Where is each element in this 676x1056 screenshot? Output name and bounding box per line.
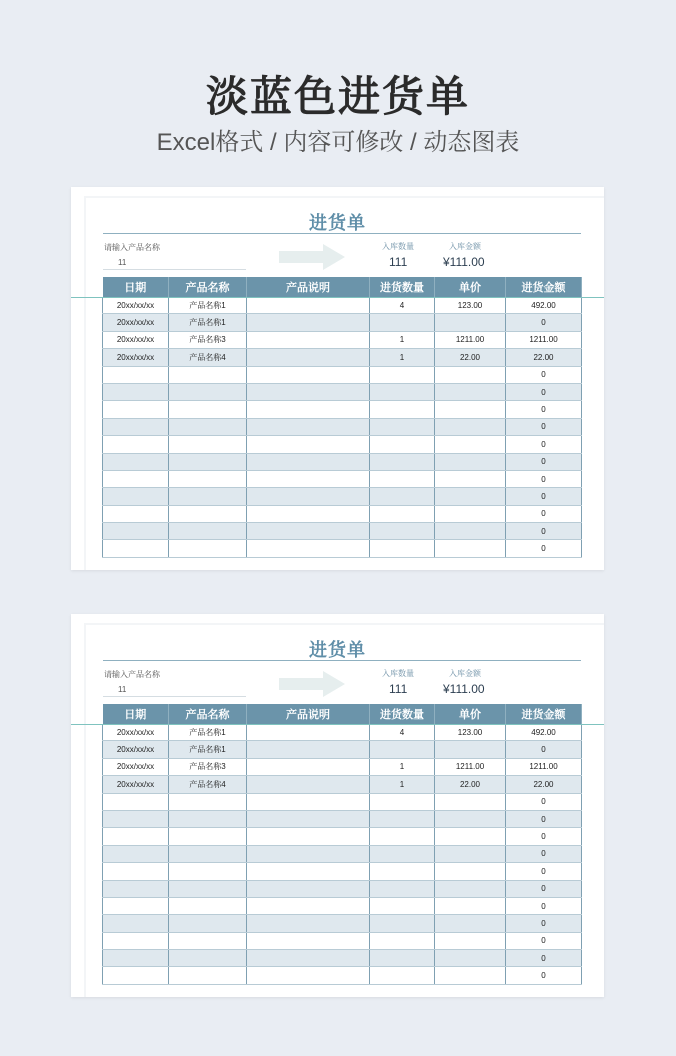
table-cell[interactable] xyxy=(247,741,370,758)
table-cell[interactable] xyxy=(435,470,506,487)
table-cell[interactable] xyxy=(435,436,506,453)
table-row xyxy=(103,967,582,984)
column-header: 产品名称 xyxy=(169,704,247,724)
table-cell[interactable]: 0 xyxy=(506,470,582,487)
table-cell[interactable] xyxy=(247,880,370,897)
table-cell[interactable] xyxy=(103,880,169,897)
table-cell[interactable] xyxy=(370,418,435,435)
table-cell[interactable] xyxy=(435,897,506,914)
table-cell[interactable] xyxy=(247,776,370,793)
table-cell[interactable]: 20xx/xx/xx xyxy=(103,758,169,775)
table-cell[interactable] xyxy=(370,967,435,984)
column-header: 产品名称 xyxy=(169,277,247,297)
table-cell[interactable]: 0 xyxy=(506,453,582,470)
table-cell[interactable] xyxy=(169,950,247,967)
table-cell[interactable] xyxy=(247,314,370,331)
table-cell[interactable]: 产品名称1 xyxy=(169,741,247,758)
column-header: 进货数量 xyxy=(370,277,435,297)
table-cell[interactable] xyxy=(247,383,370,400)
table-row xyxy=(103,950,582,967)
table-cell[interactable] xyxy=(370,950,435,967)
amount-label: 入库金额 xyxy=(449,242,481,251)
table-cell[interactable]: 1211.00 xyxy=(506,758,582,775)
column-header: 产品说明 xyxy=(247,277,370,297)
amount-value: ¥111.00 xyxy=(443,682,485,696)
amount-label: 入库金额 xyxy=(449,669,481,678)
table-cell[interactable] xyxy=(370,505,435,522)
table-cell[interactable] xyxy=(370,470,435,487)
table-cell[interactable] xyxy=(247,540,370,557)
table-cell[interactable] xyxy=(103,470,169,487)
table-cell[interactable]: 0 xyxy=(506,932,582,949)
product-prompt-label: 请输入产品名称 xyxy=(104,243,160,252)
table-cell[interactable]: 1211.00 xyxy=(435,331,506,348)
table-cell[interactable] xyxy=(247,967,370,984)
table-cell[interactable] xyxy=(435,915,506,932)
table-cell[interactable] xyxy=(247,523,370,540)
hero-subtitle: Excel格式 / 内容可修改 / 动态图表 xyxy=(156,129,520,156)
table-row xyxy=(103,297,582,314)
table-cell[interactable] xyxy=(169,915,247,932)
table-cell[interactable]: 1211.00 xyxy=(435,758,506,775)
table-cell[interactable] xyxy=(247,915,370,932)
table-cell[interactable] xyxy=(169,828,247,845)
table-cell[interactable]: 1 xyxy=(370,331,435,348)
table-cell[interactable]: 0 xyxy=(506,950,582,967)
table-cell[interactable] xyxy=(370,314,435,331)
product-prompt-label: 请输入产品名称 xyxy=(104,670,160,679)
table-cell[interactable] xyxy=(103,810,169,827)
table-cell[interactable] xyxy=(103,523,169,540)
table-cell[interactable] xyxy=(169,897,247,914)
table-cell[interactable] xyxy=(370,436,435,453)
table-cell[interactable] xyxy=(370,897,435,914)
table-cell[interactable]: 0 xyxy=(506,314,582,331)
table-cell[interactable]: 0 xyxy=(506,915,582,932)
table-row xyxy=(103,880,582,897)
sheet-title: 进货单 xyxy=(309,640,366,660)
table-cell[interactable]: 0 xyxy=(506,505,582,522)
hero-title: 淡蓝色进货单 xyxy=(205,73,470,120)
table-row xyxy=(103,810,582,827)
title-underline xyxy=(103,660,581,661)
table-cell[interactable] xyxy=(435,523,506,540)
table-cell[interactable] xyxy=(370,932,435,949)
table-row xyxy=(103,523,582,540)
table-cell[interactable] xyxy=(103,436,169,453)
table-row xyxy=(103,314,582,331)
table-cell[interactable]: 产品名称4 xyxy=(169,349,247,366)
table-cell[interactable]: 1 xyxy=(370,776,435,793)
amount-value: ¥111.00 xyxy=(443,255,485,269)
table-cell[interactable] xyxy=(370,488,435,505)
table-cell[interactable] xyxy=(103,540,169,557)
table-cell[interactable]: 0 xyxy=(506,863,582,880)
column-header: 进货金额 xyxy=(506,277,582,297)
product-name-input[interactable]: 11 xyxy=(118,685,127,694)
table-cell[interactable] xyxy=(370,845,435,862)
table-cell[interactable] xyxy=(169,967,247,984)
product-name-input[interactable]: 11 xyxy=(118,258,127,267)
table-cell[interactable]: 20xx/xx/xx xyxy=(103,741,169,758)
table-cell[interactable]: 1 xyxy=(370,758,435,775)
table-cell[interactable] xyxy=(247,401,370,418)
table-cell[interactable] xyxy=(247,863,370,880)
table-row xyxy=(103,453,582,470)
table-row xyxy=(103,418,582,435)
table-cell[interactable]: 0 xyxy=(506,828,582,845)
table-cell[interactable]: 20xx/xx/xx xyxy=(103,314,169,331)
table-cell[interactable] xyxy=(103,845,169,862)
table-cell[interactable]: 0 xyxy=(506,810,582,827)
table-row xyxy=(103,505,582,522)
table-cell[interactable] xyxy=(435,505,506,522)
table-row xyxy=(103,932,582,949)
table-cell[interactable] xyxy=(169,793,247,810)
table-row xyxy=(103,349,582,366)
table-cell[interactable] xyxy=(247,470,370,487)
table-cell[interactable] xyxy=(103,488,169,505)
table-cell[interactable] xyxy=(169,453,247,470)
side-guide-line xyxy=(71,724,604,725)
table-cell[interactable] xyxy=(169,523,247,540)
table-row xyxy=(103,401,582,418)
table-cell[interactable] xyxy=(169,932,247,949)
sheet-preview-1 xyxy=(71,187,604,570)
table-row xyxy=(103,793,582,810)
table-cell[interactable] xyxy=(169,401,247,418)
table-cell[interactable] xyxy=(370,366,435,383)
table-cell[interactable] xyxy=(247,331,370,348)
table-row xyxy=(103,331,582,348)
table-cell[interactable]: 0 xyxy=(506,401,582,418)
table-cell[interactable]: 123.00 xyxy=(435,297,506,314)
table-cell[interactable] xyxy=(247,505,370,522)
column-header: 产品说明 xyxy=(247,704,370,724)
table-cell[interactable]: 产品名称3 xyxy=(169,331,247,348)
table-cell[interactable]: 0 xyxy=(506,845,582,862)
title-underline xyxy=(103,233,581,234)
table-row xyxy=(103,776,582,793)
table-cell[interactable] xyxy=(169,366,247,383)
table-cell[interactable] xyxy=(247,366,370,383)
table-cell[interactable] xyxy=(103,897,169,914)
table-row xyxy=(103,540,582,557)
table-cell[interactable] xyxy=(169,863,247,880)
table-cell[interactable] xyxy=(435,540,506,557)
table-cell[interactable]: 20xx/xx/xx xyxy=(103,349,169,366)
table-cell[interactable]: 0 xyxy=(506,793,582,810)
table-cell[interactable]: 0 xyxy=(506,488,582,505)
table-cell[interactable] xyxy=(370,453,435,470)
table-cell[interactable] xyxy=(435,828,506,845)
table-cell[interactable] xyxy=(247,932,370,949)
qty-label: 入库数量 xyxy=(382,669,414,678)
table-cell[interactable] xyxy=(247,810,370,827)
table-cell[interactable] xyxy=(103,932,169,949)
table-cell[interactable] xyxy=(169,810,247,827)
table-cell[interactable]: 0 xyxy=(506,967,582,984)
side-guide-line xyxy=(71,297,604,298)
table-cell[interactable]: 0 xyxy=(506,418,582,435)
table-cell[interactable] xyxy=(247,488,370,505)
column-header: 进货数量 xyxy=(370,704,435,724)
table-cell[interactable]: 产品名称4 xyxy=(169,776,247,793)
table-cell[interactable] xyxy=(435,967,506,984)
table-cell[interactable] xyxy=(435,845,506,862)
table-cell[interactable] xyxy=(169,418,247,435)
table-header-row xyxy=(103,704,582,724)
purchase-table xyxy=(102,277,582,558)
table-cell[interactable] xyxy=(247,793,370,810)
table-cell[interactable] xyxy=(247,845,370,862)
table-row xyxy=(103,828,582,845)
table-cell[interactable] xyxy=(103,950,169,967)
table-cell[interactable] xyxy=(370,793,435,810)
table-cell[interactable] xyxy=(103,793,169,810)
table-cell[interactable] xyxy=(103,418,169,435)
sheet-preview-2 xyxy=(71,614,604,997)
table-cell[interactable] xyxy=(169,540,247,557)
table-cell[interactable] xyxy=(247,897,370,914)
table-cell[interactable] xyxy=(435,401,506,418)
table-cell[interactable]: 22.00 xyxy=(435,349,506,366)
input-underline xyxy=(103,269,246,270)
table-cell[interactable] xyxy=(247,349,370,366)
table-cell[interactable]: 0 xyxy=(506,741,582,758)
table-cell[interactable]: 20xx/xx/xx xyxy=(103,331,169,348)
table-cell[interactable] xyxy=(435,863,506,880)
table-cell[interactable] xyxy=(103,401,169,418)
table-cell[interactable] xyxy=(169,436,247,453)
table-cell[interactable]: 4 xyxy=(370,297,435,314)
table-cell[interactable] xyxy=(370,863,435,880)
table-cell[interactable]: 0 xyxy=(506,523,582,540)
table-cell[interactable] xyxy=(435,793,506,810)
table-row xyxy=(103,863,582,880)
table-header-row xyxy=(103,277,582,297)
column-header: 日期 xyxy=(103,704,169,724)
table-cell[interactable] xyxy=(370,741,435,758)
table-cell[interactable]: 123.00 xyxy=(435,724,506,741)
table-cell[interactable]: 0 xyxy=(506,383,582,400)
table-cell[interactable] xyxy=(103,505,169,522)
table-cell[interactable] xyxy=(103,967,169,984)
table-row xyxy=(103,366,582,383)
table-cell[interactable] xyxy=(103,828,169,845)
table-cell[interactable]: 20xx/xx/xx xyxy=(103,776,169,793)
table-cell[interactable] xyxy=(247,828,370,845)
input-underline xyxy=(103,696,246,697)
table-row xyxy=(103,383,582,400)
table-cell[interactable]: 20xx/xx/xx xyxy=(103,297,169,314)
table-cell[interactable] xyxy=(435,950,506,967)
table-row xyxy=(103,915,582,932)
table-row xyxy=(103,436,582,453)
table-cell[interactable]: 20xx/xx/xx xyxy=(103,724,169,741)
table-cell[interactable]: 产品名称1 xyxy=(169,297,247,314)
table-cell[interactable] xyxy=(370,540,435,557)
table-cell[interactable]: 产品名称3 xyxy=(169,758,247,775)
table-cell[interactable]: 0 xyxy=(506,436,582,453)
column-header: 日期 xyxy=(103,277,169,297)
table-cell[interactable] xyxy=(370,915,435,932)
table-row xyxy=(103,470,582,487)
table-cell[interactable] xyxy=(169,383,247,400)
table-cell[interactable] xyxy=(169,845,247,862)
table-cell[interactable] xyxy=(435,383,506,400)
table-cell[interactable] xyxy=(103,383,169,400)
qty-value: 111 xyxy=(389,682,408,696)
table-cell[interactable]: 产品名称1 xyxy=(169,724,247,741)
table-cell[interactable] xyxy=(247,950,370,967)
table-cell[interactable] xyxy=(247,436,370,453)
table-cell[interactable]: 0 xyxy=(506,897,582,914)
table-cell[interactable]: 4 xyxy=(370,724,435,741)
table-cell[interactable] xyxy=(103,366,169,383)
table-cell[interactable]: 492.00 xyxy=(506,297,582,314)
table-row xyxy=(103,897,582,914)
table-cell[interactable] xyxy=(435,488,506,505)
table-cell[interactable] xyxy=(103,863,169,880)
table-cell[interactable] xyxy=(247,724,370,741)
column-header: 单价 xyxy=(435,277,506,297)
table-cell[interactable] xyxy=(435,880,506,897)
column-header: 进货金额 xyxy=(506,704,582,724)
table-cell[interactable]: 0 xyxy=(506,540,582,557)
table-cell[interactable] xyxy=(435,314,506,331)
table-cell[interactable] xyxy=(435,453,506,470)
table-cell[interactable] xyxy=(370,383,435,400)
table-cell[interactable] xyxy=(103,453,169,470)
table-cell[interactable] xyxy=(247,418,370,435)
table-cell[interactable] xyxy=(435,810,506,827)
table-cell[interactable] xyxy=(370,810,435,827)
table-row xyxy=(103,488,582,505)
table-row xyxy=(103,758,582,775)
qty-label: 入库数量 xyxy=(382,242,414,251)
table-cell[interactable] xyxy=(370,401,435,418)
table-row xyxy=(103,741,582,758)
table-cell[interactable] xyxy=(370,523,435,540)
table-cell[interactable] xyxy=(435,741,506,758)
table-cell[interactable] xyxy=(435,366,506,383)
table-cell[interactable]: 1211.00 xyxy=(506,331,582,348)
table-cell[interactable] xyxy=(247,297,370,314)
table-row xyxy=(103,845,582,862)
table-cell[interactable] xyxy=(370,828,435,845)
table-cell[interactable]: 1 xyxy=(370,349,435,366)
table-cell[interactable] xyxy=(169,505,247,522)
table-cell[interactable]: 492.00 xyxy=(506,724,582,741)
table-cell[interactable] xyxy=(435,418,506,435)
table-cell[interactable]: 22.00 xyxy=(435,776,506,793)
arrow-right-icon xyxy=(279,671,345,697)
table-cell[interactable]: 22.00 xyxy=(506,349,582,366)
table-cell[interactable] xyxy=(370,880,435,897)
table-row xyxy=(103,724,582,741)
table-cell[interactable] xyxy=(247,758,370,775)
table-cell[interactable]: 22.00 xyxy=(506,776,582,793)
column-header: 单价 xyxy=(435,704,506,724)
table-cell[interactable]: 0 xyxy=(506,366,582,383)
sheet-title: 进货单 xyxy=(309,213,366,233)
table-cell[interactable]: 0 xyxy=(506,880,582,897)
table-cell[interactable] xyxy=(247,453,370,470)
table-cell[interactable] xyxy=(169,488,247,505)
table-cell[interactable] xyxy=(169,880,247,897)
table-cell[interactable] xyxy=(169,470,247,487)
arrow-right-icon xyxy=(279,244,345,270)
purchase-table xyxy=(102,704,582,985)
table-cell[interactable] xyxy=(103,915,169,932)
table-cell[interactable] xyxy=(435,932,506,949)
qty-value: 111 xyxy=(389,255,408,269)
table-cell[interactable]: 产品名称1 xyxy=(169,314,247,331)
